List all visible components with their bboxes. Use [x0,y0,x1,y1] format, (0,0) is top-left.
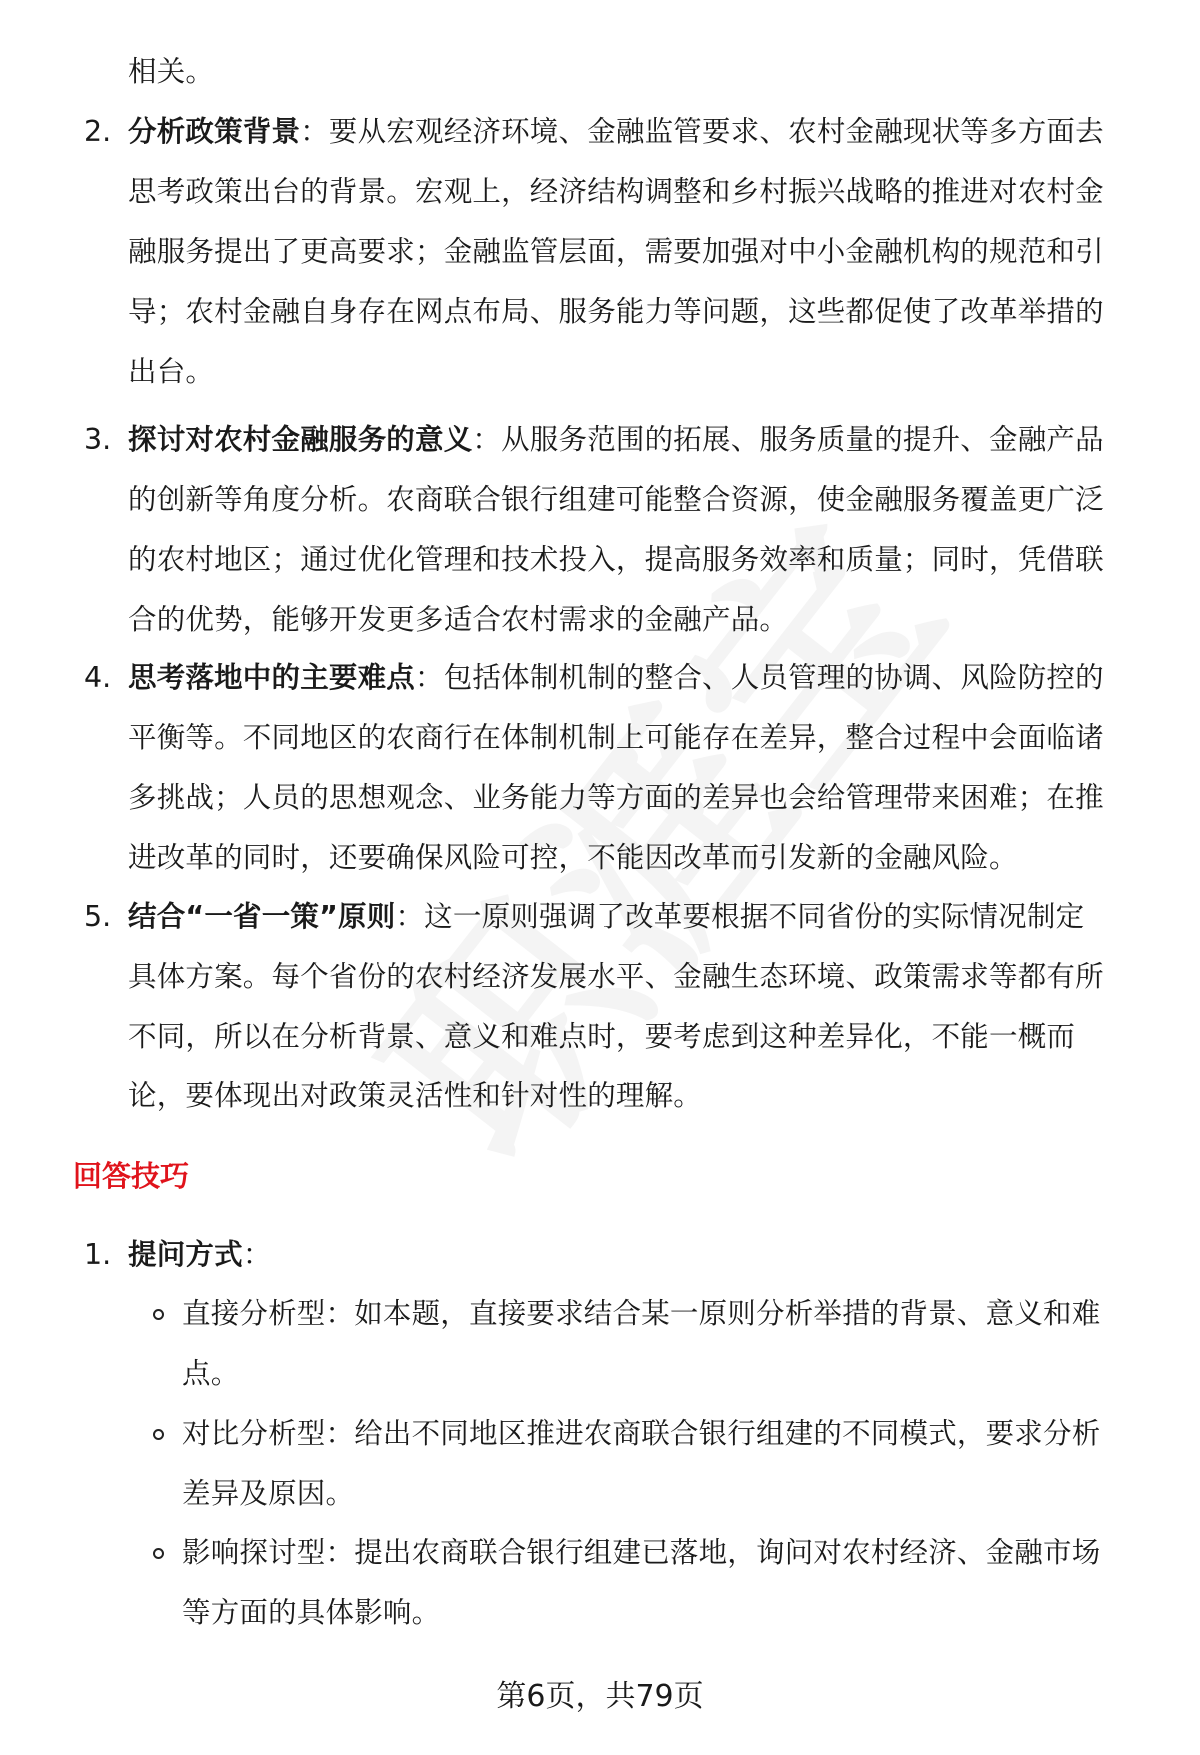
line-text: ：这一原则强调了改革要根据不同省份的实际情况制定 [395,900,1085,933]
item-suffix: ： [242,1238,272,1271]
list-item-line: 多挑战；人员的思想观念、业务能力等方面的差异也会给管理带来困难；在推 [128,781,1104,814]
list-number: 2. [84,115,112,148]
list-item-line: 思考政策出台的背景。宏观上，经济结构调整和乡村振兴战略的推进对农村金 [128,175,1104,208]
list-item-line: 合的优势，能够开发更多适合农村需求的金融产品。 [128,603,789,636]
line-text: 相关。 [128,55,215,88]
list-number: 3. [84,423,112,456]
point-title: 分析政策背景 [128,115,301,148]
sub-item-line: 等方面的具体影响。 [182,1596,441,1629]
continuation-text [128,52,214,92]
list-item-line [128,658,1104,698]
list-item-line [128,897,1084,937]
point-title: 结合“一省一策”原则 [128,900,396,933]
list-item-line: 不同，所以在分析背景、意义和难点时，要考虑到这种差异化，不能一概而 [128,1020,1076,1053]
line-text: ：包括体制机制的整合、人员管理的协调、风险防控的 [415,661,1104,694]
sub-item-line: 差异及原因。 [182,1477,355,1510]
list-item-line: 论，要体现出对政策灵活性和针对性的理解。 [128,1079,703,1112]
sub-item-line: 影响探讨型：提出农商联合银行组建已落地，询问对农村经济、金融市场 [182,1536,1101,1569]
line-text: ：从服务范围的拓展、服务质量的提升、金融产品 [472,423,1104,456]
list-item-line: 的农村地区；通过优化管理和技术投入，提高服务效率和质量；同时，凭借联 [128,543,1104,576]
list-number: 1. [84,1238,112,1271]
page-number: 第6页，共79页 [496,1679,704,1714]
list-item-line: 具体方案。每个省份的农村经济发展水平、金融生态环境、政策需求等都有所 [128,960,1104,993]
list-item-line: 的创新等角度分析。农商联合银行组建可能整合资源，使金融服务覆盖更广泛 [128,483,1104,516]
sub-item-line: 直接分析型：如本题，直接要求结合某一原则分析举措的背景、意义和难 [182,1297,1101,1330]
list-item-line: 融服务提出了更高要求；金融监管层面，需要加强对中小金融机构的规范和引 [128,235,1104,268]
section-heading: 回答技巧 [73,1159,190,1193]
line-text: ：要从宏观经济环境、金融监管要求、农村金融现状等多方面去 [300,115,1104,148]
list-item-line: 平衡等。不同地区的农商行在体制机制上可能存在差异，整合过程中会面临诸 [128,721,1104,754]
list-number: 4. [84,661,112,694]
hollow-bullet-icon [153,1548,164,1559]
list-item-line [128,112,1104,152]
sub-item-line: 点。 [182,1357,240,1390]
hollow-bullet-icon [153,1429,164,1440]
point-title: 思考落地中的主要难点 [128,661,416,694]
item-title: 提问方式 [128,1238,243,1271]
list-item-line [128,420,1104,460]
hollow-bullet-icon [153,1309,164,1320]
list-item-line [128,1235,272,1275]
list-item-line: 导；农村金融自身存在网点布局、服务能力等问题，这些都促使了改革举措的 [128,295,1104,328]
sub-item-line: 对比分析型：给出不同地区推进农商联合银行组建的不同模式，要求分析 [182,1417,1101,1450]
list-item-line: 出台。 [128,355,215,388]
point-title: 探讨对农村金融服务的意义 [128,423,473,456]
list-number: 5. [84,900,112,933]
list-item-line: 进改革的同时，还要确保风险可控，不能因改革而引发新的金融风险。 [128,841,1018,874]
